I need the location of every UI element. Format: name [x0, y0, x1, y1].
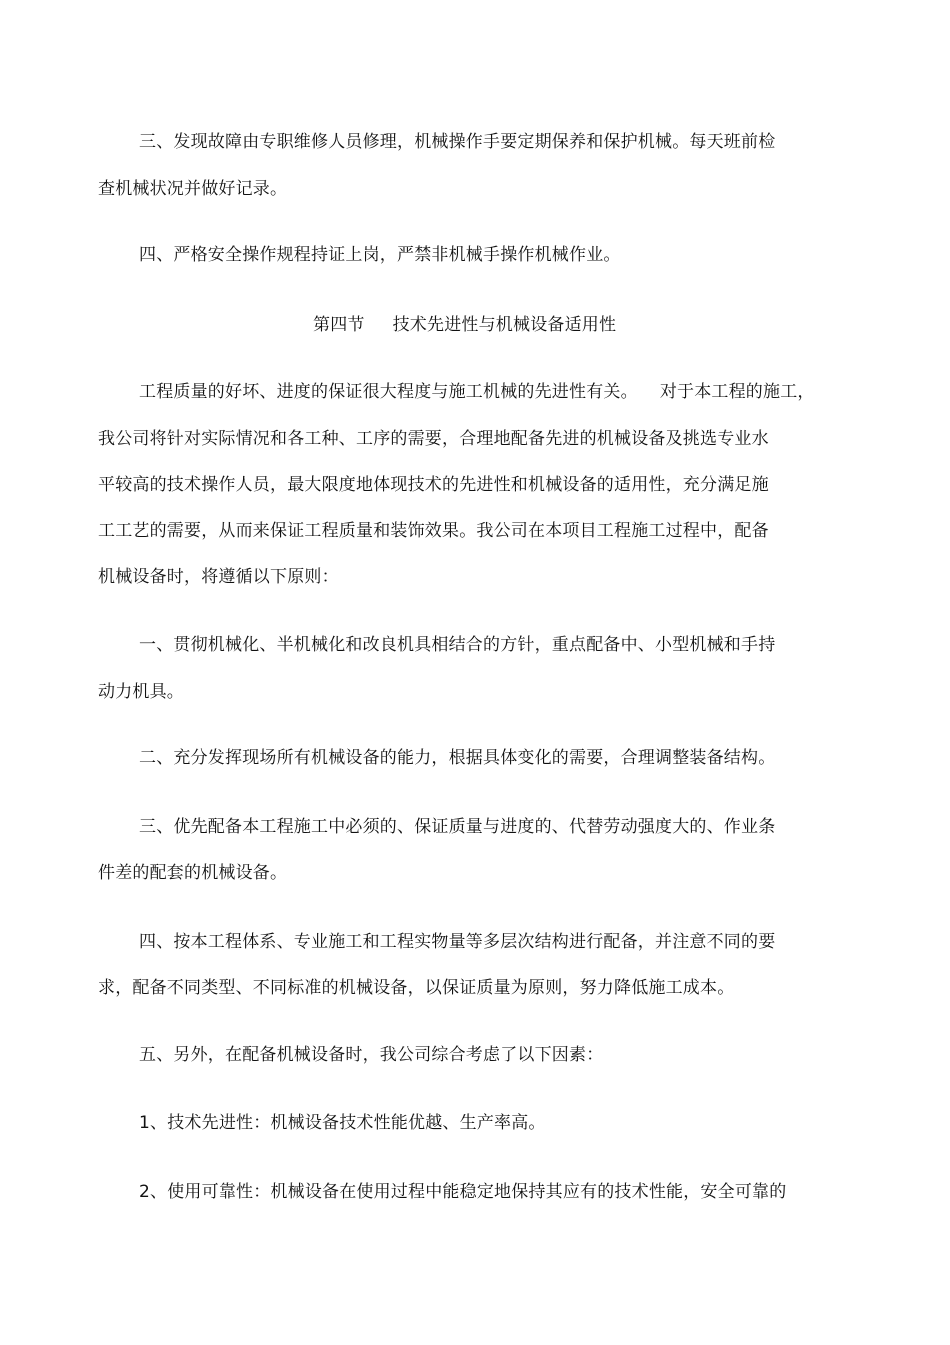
section-heading — [313, 313, 616, 337]
paragraph-line: 我公司将针对实际情况和各工种、工序的需要，合理地配备先进的机械设备及挑选专业水 — [98, 429, 769, 449]
paragraph-line: 三、发现故障由专职维修人员修理，机械操作手要定期保养和保护机械。每天班前检 — [139, 132, 776, 152]
paragraph-line: 求，配备不同类型、不同标准的机械设备，以保证质量为原则，努力降低施工成本。 — [98, 978, 735, 998]
paragraph-line: 四、按本工程体系、专业施工和工程实物量等多层次结构进行配备，并注意不同的要 — [139, 932, 776, 952]
paragraph-line: 动力机具。 — [98, 682, 184, 702]
paragraph-line: 二、充分发挥现场所有机械设备的能力，根据具体变化的需要，合理调整装备结构。 — [139, 748, 776, 768]
paragraph-text: 工程质量的好坏、进度的保证很大程度与施工机械的先进性有关。 — [139, 382, 638, 402]
paragraph-line: 2、使用可靠性：机械设备在使用过程中能稳定地保持其应有的技术性能，安全可靠的 — [139, 1182, 787, 1202]
section-number: 第四节 — [313, 315, 365, 335]
paragraph-line — [139, 380, 815, 404]
section-title: 技术先进性与机械设备适用性 — [392, 315, 617, 335]
paragraph-line: 一、贯彻机械化、半机械化和改良机具相结合的方针，重点配备中、小型机械和手持 — [139, 635, 776, 655]
paragraph-line: 五、另外，在配备机械设备时，我公司综合考虑了以下因素： — [139, 1045, 604, 1065]
paragraph-line: 平较高的技术操作人员，最大限度地体现技术的先进性和机械设备的适用性，充分满足施 — [98, 475, 769, 495]
paragraph-line: 查机械状况并做好记录。 — [98, 179, 288, 199]
paragraph-line: 四、严格安全操作规程持证上岗，严禁非机械手操作机械作业。 — [139, 245, 621, 265]
paragraph-line: 件差的配套的机械设备。 — [98, 863, 288, 883]
paragraph-line: 工工艺的需要，从而来保证工程质量和装饰效果。我公司在本项目工程施工过程中，配备 — [98, 521, 769, 541]
paragraph-line: 三、优先配备本工程施工中必须的、保证质量与进度的、代替劳动强度大的、作业条 — [139, 817, 776, 837]
paragraph-text: 对于本工程的施工， — [659, 382, 815, 402]
paragraph-line: 机械设备时，将遵循以下原则： — [98, 567, 339, 587]
paragraph-line: 1、技术先进性：机械设备技术性能优越、生产率高。 — [139, 1113, 546, 1133]
